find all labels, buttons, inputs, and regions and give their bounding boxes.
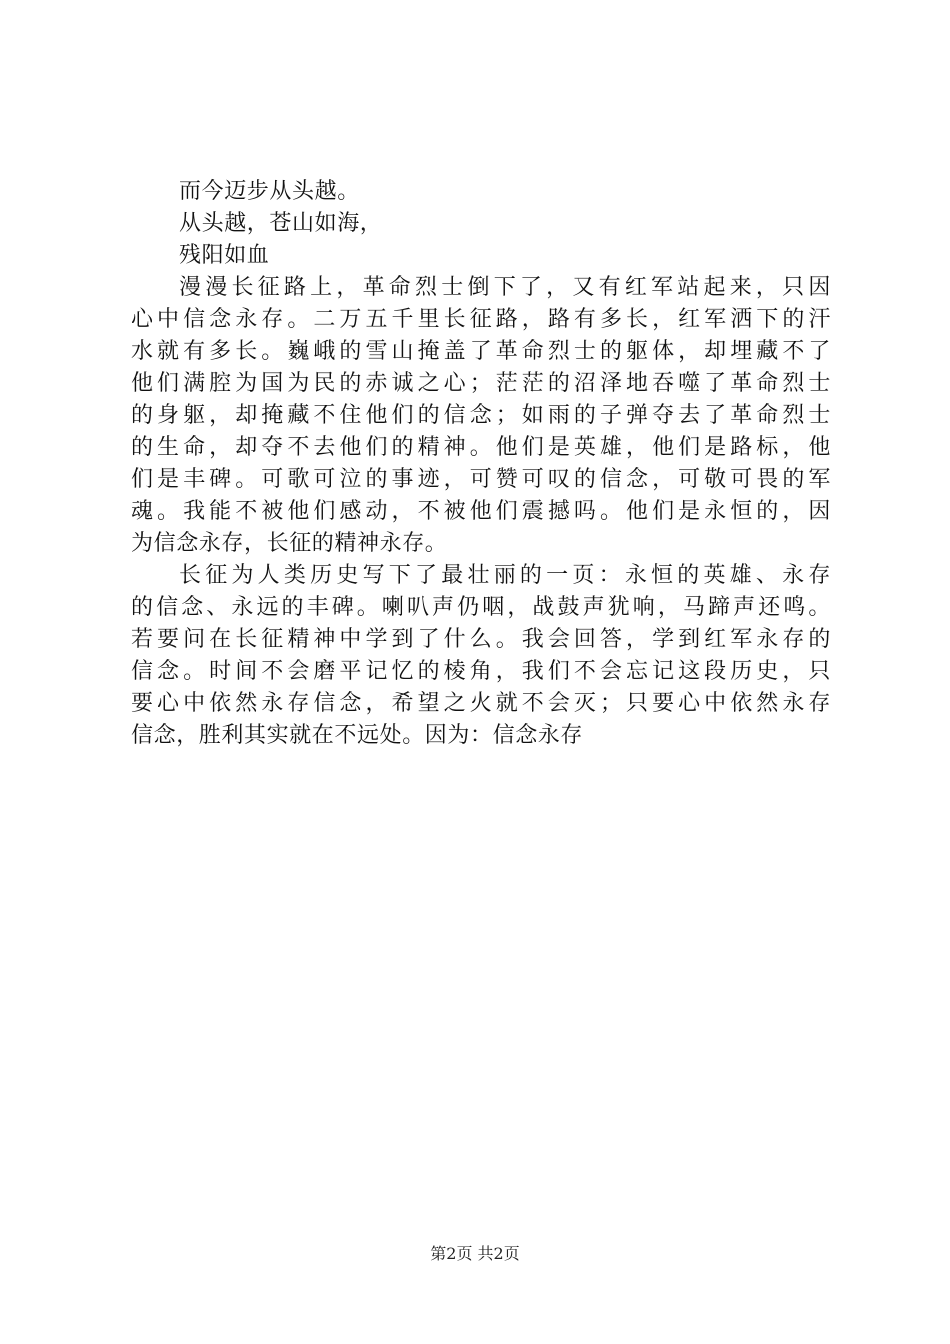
- paragraph-line: 的信念、永远的丰碑。喇叭声仍咽，战鼓声犹响，马蹄声还鸣。: [131, 595, 831, 620]
- paragraph-line: 要心中依然永存信念，希望之火就不会灭；只要心中依然永存: [131, 691, 831, 716]
- paragraph-line: 信念，胜利其实就在不远处。因为：信念永存: [131, 723, 584, 748]
- paragraph-line: 为信念永存，长征的精神永存。: [131, 531, 448, 556]
- verse-line: 残阳如血: [179, 243, 270, 268]
- paragraph-line: 心中信念永存。二万五千里长征路，路有多长，红军洒下的汗: [131, 307, 831, 332]
- verse-line: 而今迈步从头越。: [179, 179, 360, 204]
- paragraph-line: 他们满腔为国为民的赤诚之心；茫茫的沼泽地吞噬了革命烈士: [131, 371, 831, 396]
- paragraph-line: 若要问在长征精神中学到了什么。我会回答，学到红军永存的: [131, 627, 831, 652]
- document-body: [131, 176, 831, 752]
- paragraph-line: 的生命，却夺不去他们的精神。他们是英雄，他们是路标，他: [131, 435, 831, 460]
- paragraph-line: 水就有多长。巍峨的雪山掩盖了革命烈士的躯体，却埋藏不了: [131, 339, 831, 364]
- paragraph-line: 魂。我能不被他们感动，不被他们震撼吗。他们是永恒的，因: [131, 499, 831, 524]
- paragraph-line: 长征为人类历史写下了最壮丽的一页：永恒的英雄、永存: [179, 563, 831, 588]
- paragraph-line: 漫漫长征路上，革命烈士倒下了，又有红军站起来，只因: [179, 275, 831, 300]
- page-number-footer: 第2页 共2页: [430, 1244, 520, 1263]
- verse-line: 从头越，苍山如海，: [179, 211, 383, 236]
- paragraph-line: 信念。时间不会磨平记忆的棱角，我们不会忘记这段历史，只: [131, 659, 831, 684]
- paragraph-line: 们是丰碑。可歌可泣的事迹，可赞可叹的信念，可敬可畏的军: [131, 467, 831, 492]
- paragraph-line: 的身躯，却掩藏不住他们的信念；如雨的子弹夺去了革命烈士: [131, 403, 831, 428]
